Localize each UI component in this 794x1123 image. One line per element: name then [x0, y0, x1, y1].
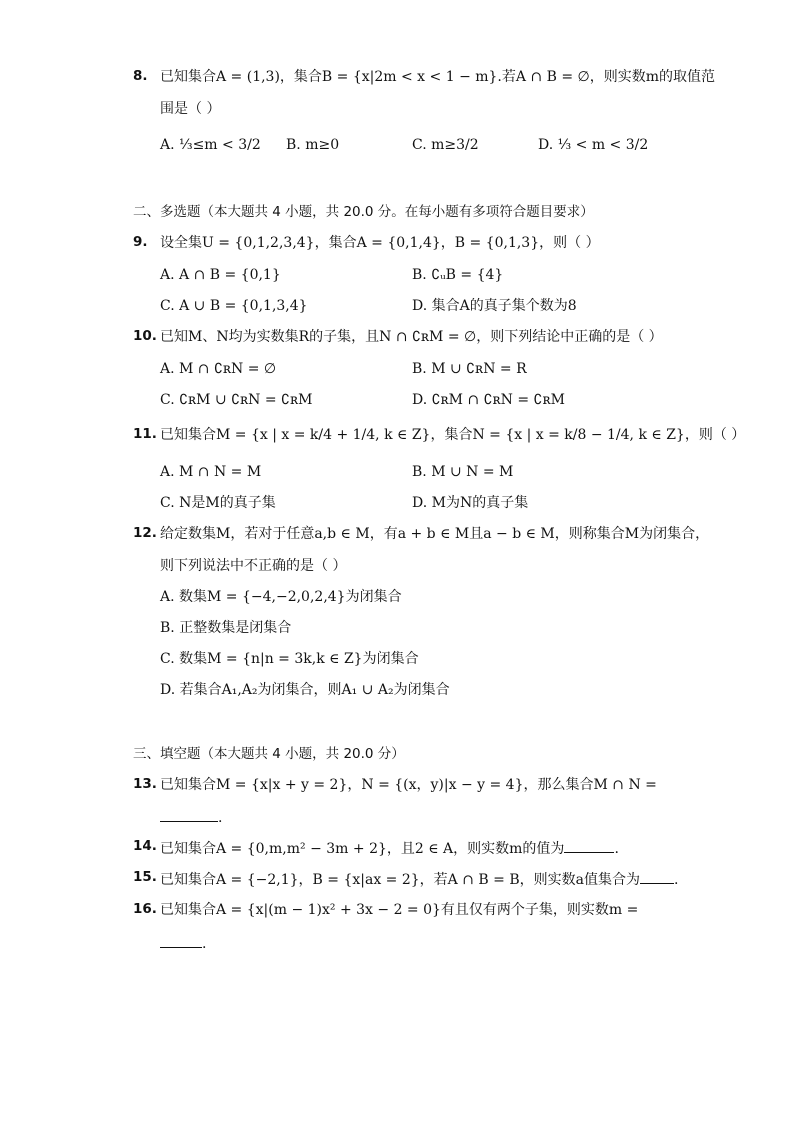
q9-option-a: A. A ∩ B = {0,1} [160, 267, 281, 283]
q15-blank[interactable] [640, 869, 674, 884]
q11-option-c: C. N是M的真子集 [160, 495, 276, 511]
q15-end: . [673, 872, 679, 888]
q16-end: . [202, 936, 207, 952]
q16-number: 16. [133, 901, 157, 917]
q16-stem: 已知集合A = {x|(m − 1)x² + 3x − 2 = 0}有且仅有两个子集，则实数m = [160, 902, 639, 918]
q15-stem: 已知集合A = {−2,1}，B = {x|ax = 2}，若A ∩ B = B，则实数a值集合为 [160, 872, 640, 888]
q12-option-a: A. 数集M = {−4,−2,0,2,4}为闭集合 [160, 589, 402, 605]
q8-option-b: B. m≥0 [286, 137, 340, 153]
q14-end: . [614, 841, 619, 857]
q12-stem-cont: 则下列说法中不正确的是（ ） [160, 558, 347, 574]
q11-option-b: B. M ∪ N = M [412, 464, 514, 480]
q10-option-a: A. M ∩ ∁ʀN = ∅ [160, 361, 277, 377]
q16-answer-line [160, 933, 206, 953]
q9-option-b: B. ∁ᵤB = {4} [412, 267, 504, 283]
q15-number: 15. [133, 869, 157, 885]
q11-option-d: D. M为N的真子集 [412, 495, 529, 511]
section-fill-in-heading: 三、填空题（本大题共 4 小题，共 20.0 分） [133, 746, 405, 762]
q9-option-c: C. A ∪ B = {0,1,3,4} [160, 298, 308, 314]
q8-option-d: D. ⅓ < m < 3/2 [538, 137, 649, 153]
q8-option-c: C. m≥3/2 [412, 137, 479, 153]
q10-stem: 已知M、N均为实数集R的子集，且N ∩ ∁ʀM = ∅，则下列结论中正确的是（ ） [160, 329, 663, 345]
q15-stem-line [160, 869, 678, 889]
q8-option-a: A. ⅓≤m < 3/2 [160, 137, 261, 153]
q10-number: 10. [133, 328, 157, 344]
q13-answer-line [160, 807, 222, 827]
q10-option-d: D. ∁ʀM ∩ ∁ʀN = ∁ʀM [412, 392, 565, 408]
q14-stem: 已知集合A = {0,m,m² − 3m + 2}，且2 ∈ A，则实数m的值为 [160, 841, 565, 857]
q8-number: 8. [133, 68, 148, 84]
q12-number: 12. [133, 525, 157, 541]
q8-stem: 已知集合A = (1,3)，集合B = {x|2m < x < 1 − m}.若A ∩ B = ∅，则实数m的取值范 [160, 69, 716, 85]
q13-blank[interactable] [160, 807, 218, 822]
q10-option-b: B. M ∪ ∁ʀN = R [412, 361, 527, 377]
q11-option-a: A. M ∩ N = M [160, 464, 262, 480]
q11-number: 11. [133, 426, 157, 442]
q12-option-c: C. 数集M = {n|n = 3k,k ∈ Z}为闭集合 [160, 651, 419, 667]
q14-stem-line [160, 838, 619, 858]
q16-blank[interactable] [160, 933, 202, 948]
section-multiple-choice-heading: 二、多选题（本大题共 4 小题，共 20.0 分。在每小题有多项符合题目要求） [133, 204, 594, 220]
q12-stem: 给定数集M，若对于任意a,b ∈ M，有a + b ∈ M且a − b ∈ M，则称集合M为闭集合， [160, 526, 710, 542]
q13-number: 13. [133, 776, 157, 792]
q13-end: . [218, 810, 223, 826]
q14-blank[interactable] [564, 838, 614, 853]
q11-stem: 已知集合M = {x | x = k/4 + 1/4, k ∈ Z}，集合N = {x | x = k/8 − 1/4, k ∈ Z}，则（ ） [160, 427, 746, 443]
q9-option-d: D. 集合A的真子集个数为8 [412, 298, 577, 314]
q9-stem: 设全集U = {0,1,2,3,4}，集合A = {0,1,4}，B = {0,1,3}，则（ ） [160, 235, 600, 251]
q13-stem: 已知集合M = {x|x + y = 2}，N = {(x，y)|x − y = 4}，那么集合M ∩ N = [160, 777, 657, 793]
q10-option-c: C. ∁ʀM ∪ ∁ʀN = ∁ʀM [160, 392, 313, 408]
q8-stem-cont: 围是（ ） [160, 101, 221, 117]
q14-number: 14. [133, 838, 157, 854]
q12-option-d: D. 若集合A₁,A₂为闭集合，则A₁ ∪ A₂为闭集合 [160, 682, 450, 698]
q12-option-b: B. 正整数集是闭集合 [160, 620, 292, 636]
q9-number: 9. [133, 234, 148, 250]
